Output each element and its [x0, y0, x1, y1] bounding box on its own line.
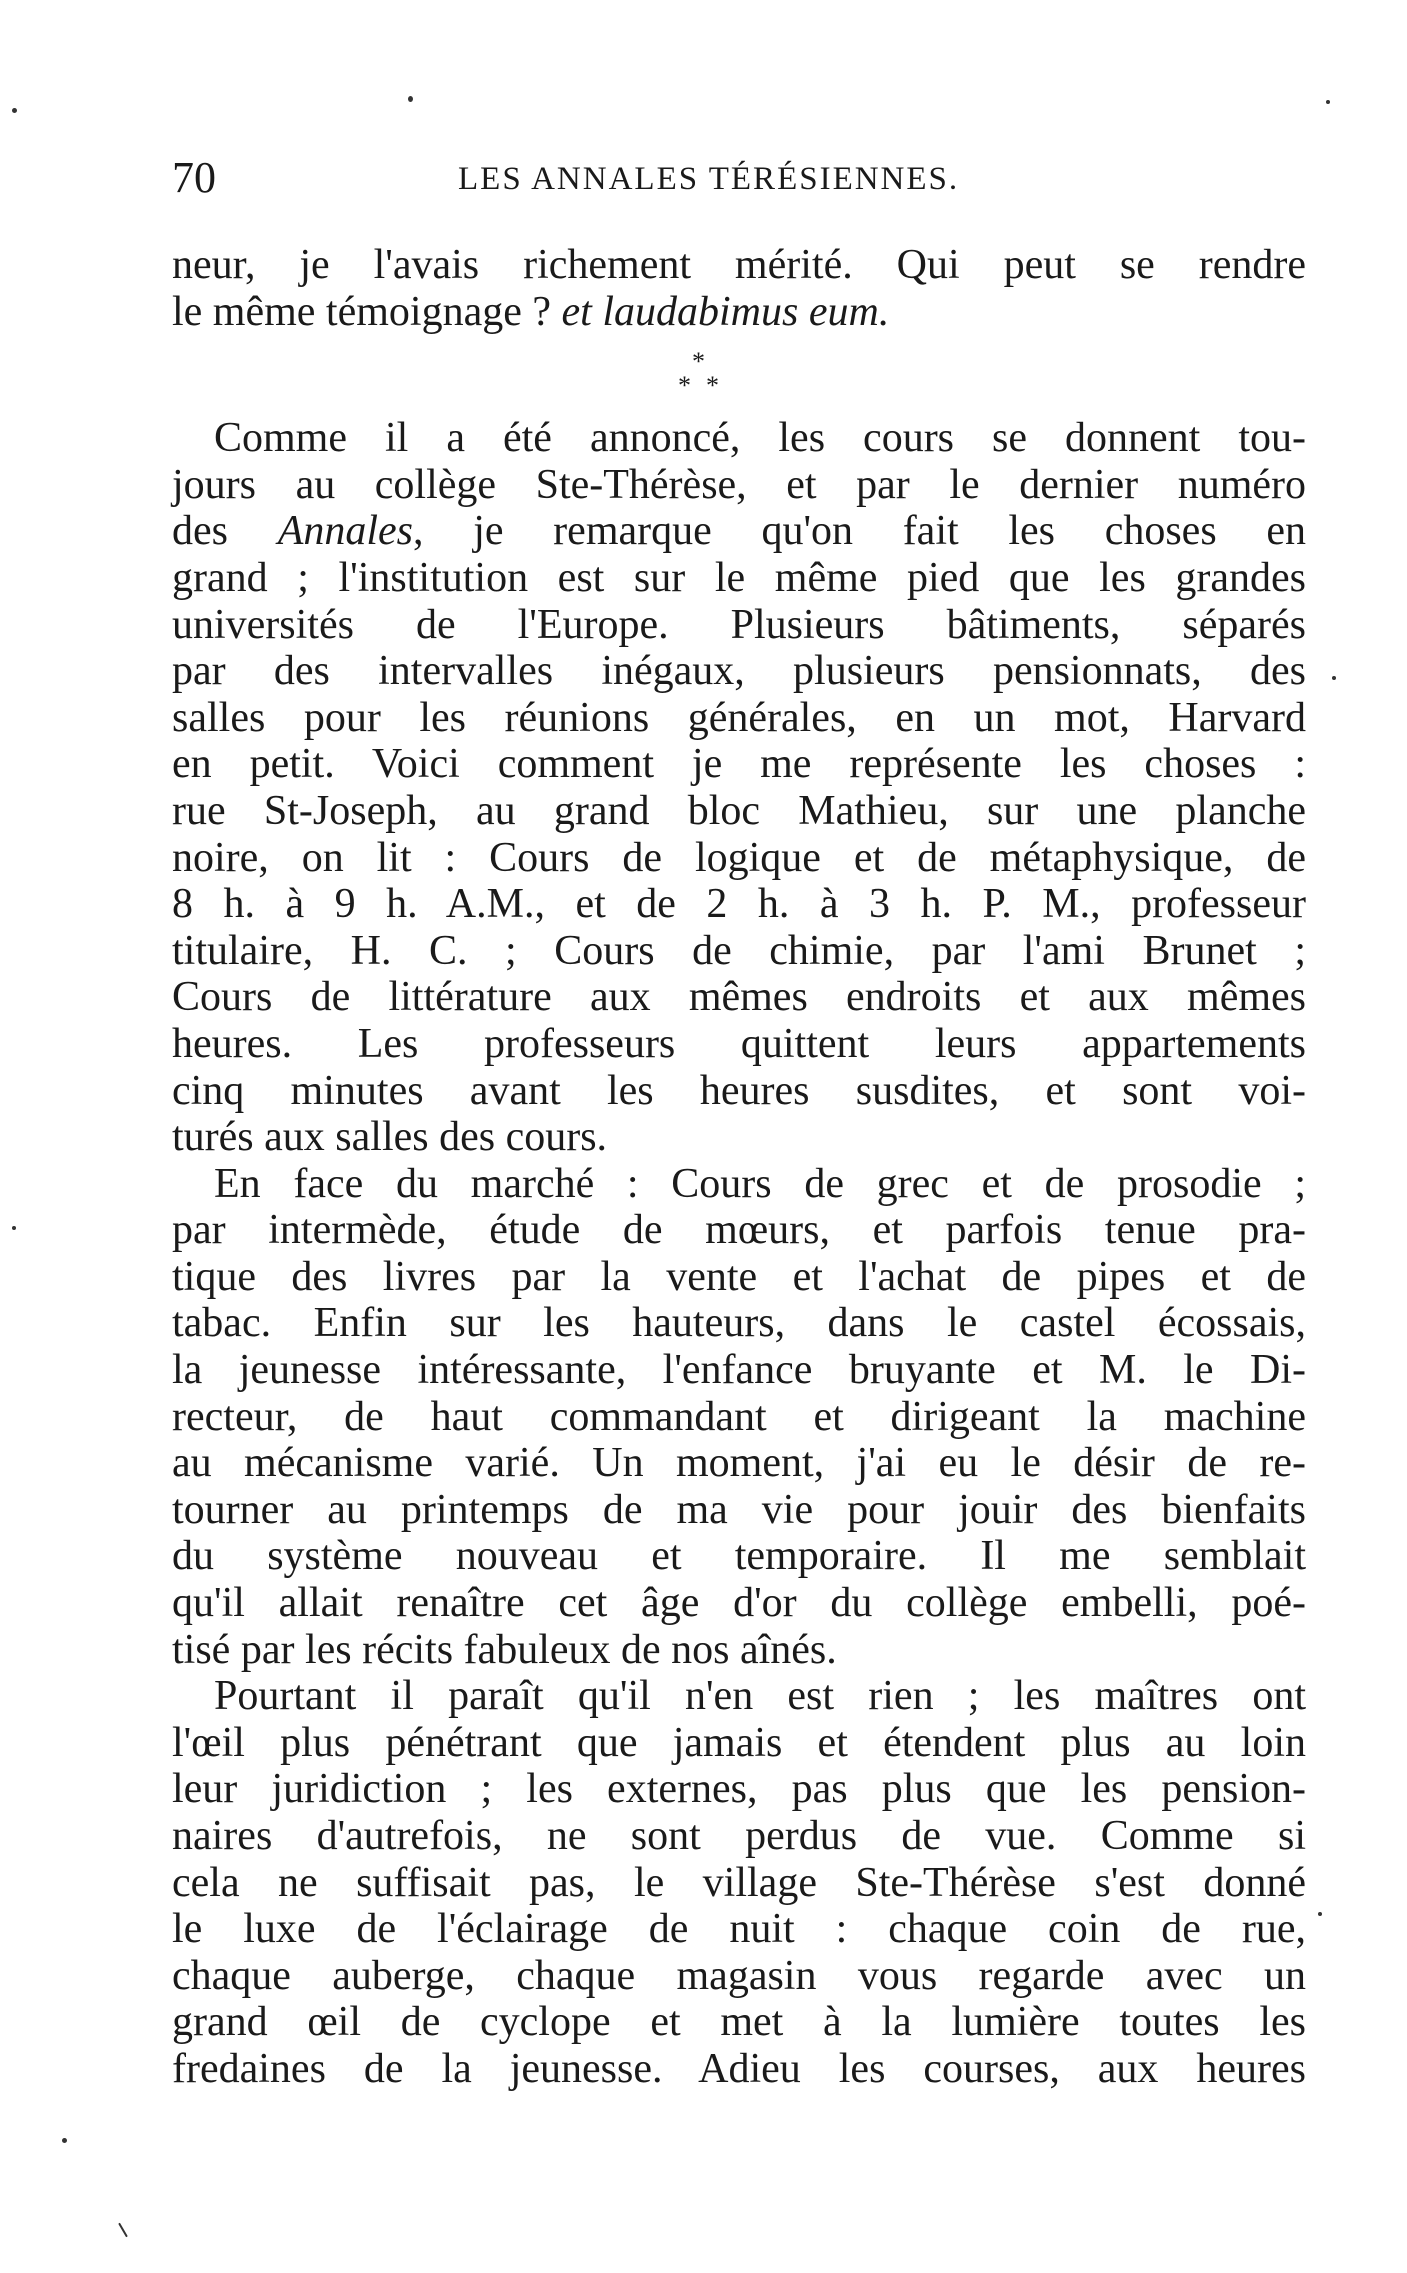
text-line: salles pour les réunions générales, en un mot, Harvard — [172, 694, 1306, 741]
text-line: chaque auberge, chaque magasin vous regarde avec un — [172, 1952, 1306, 1999]
text-line: tique des livres par la vente et l'achat de pipes et de — [172, 1253, 1306, 1300]
scan-speck — [12, 1226, 16, 1230]
text-line: tisé par les récits fabuleux de nos aînés. — [172, 1626, 837, 1673]
text-line: heures. Les professeurs quittent leurs appartements — [172, 1020, 1306, 1067]
text-line: Cours de littérature aux mêmes endroits et aux mêmes — [172, 974, 1306, 1021]
scan-speck — [62, 2138, 67, 2143]
text-line: l'œil plus pénétrant que jamais et étendent plus au loin — [172, 1719, 1306, 1766]
text-line: naires d'autrefois, ne sont perdus de vue. Comme si — [172, 1813, 1306, 1859]
body-text — [172, 242, 1306, 2093]
running-head — [172, 148, 1312, 208]
text-line: titulaire, H. C. ; Cours de chimie, par l'ami Brunet ; — [172, 927, 1306, 974]
text-line: par des intervalles inégaux, plusieurs pensionnats, des — [172, 648, 1306, 695]
text-line: rue St-Joseph, au grand bloc Mathieu, sur une planche — [172, 787, 1306, 834]
text-line: jours au collège Ste-Thérèse, et par le dernier numéro — [172, 461, 1306, 508]
running-title: LES ANNALES TÉRÉSIENNES. — [458, 161, 960, 197]
text-line: grand ; l'institution est sur le même pied que les grandes — [172, 554, 1306, 601]
text-line: turés aux salles des cours. — [172, 1114, 608, 1161]
text-line: par intermède, étude de mœurs, et parfois tenue pra- — [172, 1207, 1306, 1254]
paragraph — [172, 415, 1306, 1161]
text-line: du système nouveau et temporaire. Il me semblait — [172, 1533, 1306, 1580]
text-line: en petit. Voici comment je me représente les choses : — [172, 741, 1306, 788]
text-line: tabac. Enfin sur les hauteurs, dans le castel écossais, — [172, 1300, 1306, 1347]
text-line: fredaines de la jeunesse. Adieu les courses, aux heures — [172, 2045, 1306, 2092]
text-line: le luxe de l'éclairage de nuit : chaque coin de rue, — [172, 1906, 1306, 1953]
italic-text: et laudabimus eum. — [561, 288, 890, 335]
text-line: noire, on lit : Cours de logique et de métaphysique, de — [172, 834, 1306, 881]
text-line: 8 h. à 9 h. A.M., et de 2 h. à 3 h. P. M., professeur — [172, 881, 1306, 928]
asterism-star: * — [692, 347, 705, 377]
text-line: cela ne suffisait pas, le village Ste-Thérèse s'est donné — [172, 1859, 1306, 1906]
text-line: des Annales, je remarque qu'on fait les choses en — [172, 508, 1306, 555]
text-line: le même témoignage ? et laudabimus eum. — [172, 288, 890, 335]
page-number: 70 — [172, 153, 216, 202]
text-line: cinq minutes avant les heures susdites, et sont voi- — [172, 1067, 1306, 1114]
text-line: Comme il a été annoncé, les cours se donnent tou- — [214, 415, 1306, 462]
paragraph — [172, 1161, 1306, 1674]
text-line: En face du marché : Cours de grec et de prosodie ; — [214, 1160, 1306, 1207]
text-line: Pourtant il paraît qu'il n'en est rien ; les maîtres ont — [214, 1673, 1306, 1720]
asterism-star: * — [706, 371, 719, 401]
text-line: recteur, de haut commandant et dirigeant la machine — [172, 1393, 1306, 1440]
paragraph — [172, 1673, 1306, 2092]
text-line: qu'il allait renaître cet âge d'or du collège embelli, poé- — [172, 1580, 1306, 1627]
text-line: au mécanisme varié. Un moment, j'ai eu le désir de re- — [172, 1440, 1306, 1487]
asterism — [172, 335, 1306, 415]
text-line: leur juridiction ; les externes, pas plus que les pension- — [172, 1766, 1306, 1813]
asterism-star: * — [678, 371, 691, 401]
text-line: grand œil de cyclope et met à la lumière toutes les — [172, 1999, 1306, 2046]
scan-speck — [1318, 1912, 1322, 1916]
scan-speck — [1326, 100, 1330, 104]
text-line: tourner au printemps de ma vie pour jouir des bienfaits — [172, 1486, 1306, 1533]
scan-speck — [12, 108, 17, 113]
scan-speck — [1332, 676, 1336, 680]
scan-speck — [408, 96, 413, 102]
text-line: neur, je l'avais richement mérité. Qui peut se rendre — [172, 242, 1306, 288]
text-line: la jeunesse intéressante, l'enfance bruyante et M. le Di- — [172, 1347, 1306, 1394]
scan-speck — [118, 2223, 128, 2238]
text-line: universités de l'Europe. Plusieurs bâtiments, séparés — [172, 601, 1306, 648]
italic-text: Annales — [277, 508, 413, 555]
